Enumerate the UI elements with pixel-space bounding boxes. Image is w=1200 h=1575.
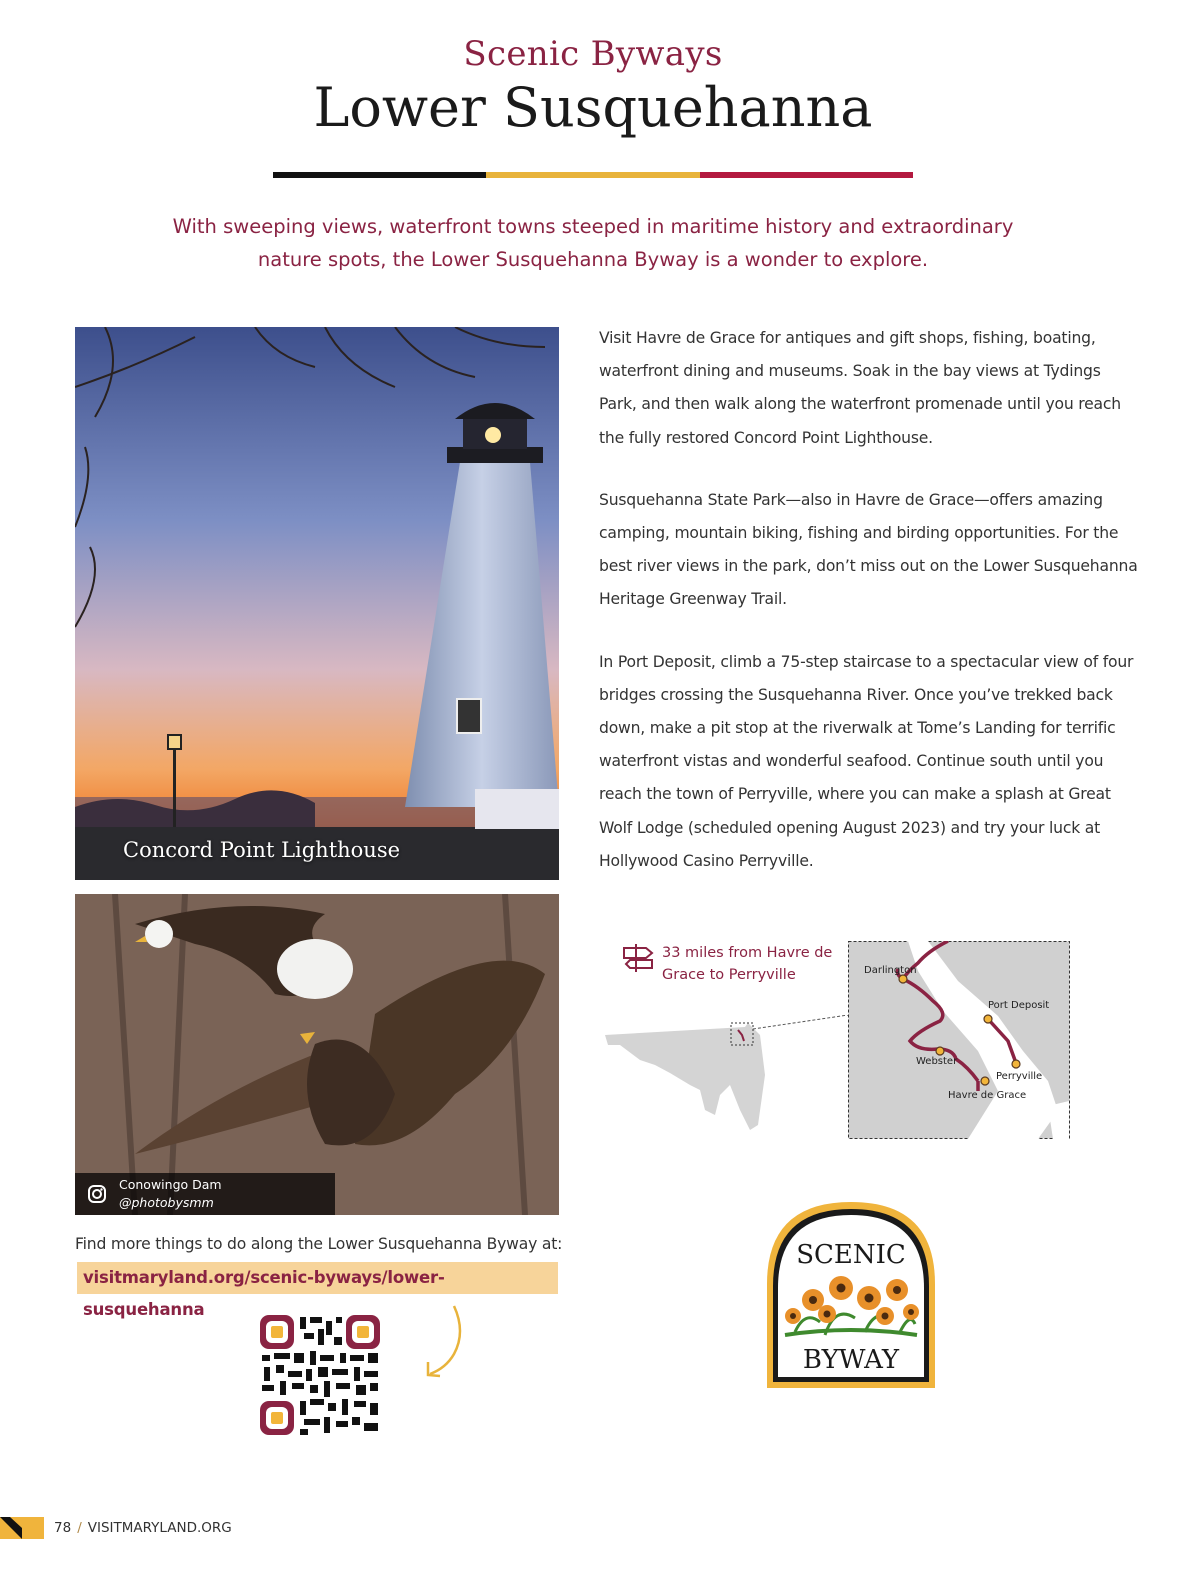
distance-note-text: 33 miles from Havre de Grace to Perryville <box>662 945 833 983</box>
footer-site[interactable]: VISITMARYLAND.ORG <box>87 1520 232 1536</box>
badge-bottom-text: BYWAY <box>802 1345 900 1375</box>
town-label-havre-de-grace: Havre de Grace <box>948 1090 1027 1101</box>
page-number: 78 <box>54 1520 72 1536</box>
town-label-perryville: Perryville <box>996 1071 1043 1082</box>
scenic-byway-badge <box>765 1200 937 1390</box>
body-paragraph-state-park: Susquehanna State Park—also in Havre de Grace—offers amazing camping, mountain biking, fishing and birding opportunities. For the best river views in the park, don’t miss out on the Lower Susquehanna Heritage Greenway Trail. <box>599 490 1138 609</box>
footer-separator: / <box>77 1520 82 1536</box>
town-label-port-deposit: Port Deposit <box>988 1000 1050 1011</box>
distance-note <box>622 942 842 986</box>
maryland-locator-map <box>600 1015 850 1135</box>
rule-segment-gold <box>486 172 699 178</box>
town-label-darlington: Darlington <box>864 965 917 976</box>
cta-text: Find more things to do along the Lower Susquehanna Byway at: <box>75 1235 563 1253</box>
lighthouse-photo <box>75 327 559 880</box>
byway-route-map <box>848 941 1070 1139</box>
page-footer <box>0 1516 232 1540</box>
photo-location: Conowingo Dam <box>119 1177 222 1192</box>
eagle-photo <box>75 894 559 1215</box>
signpost-icon <box>622 942 656 974</box>
photo-handle: @photobysmm <box>119 1195 214 1210</box>
rule-segment-black <box>273 172 486 178</box>
badge-top-text: SCENIC <box>796 1240 906 1270</box>
body-column <box>599 322 1139 907</box>
section-kicker: Scenic Byways <box>463 34 723 74</box>
qr-code[interactable] <box>258 1313 382 1437</box>
instagram-icon <box>75 1173 119 1215</box>
body-paragraph-havre-de-grace: Visit Havre de Grace for antiques and gift shops, fishing, boating, waterfront dining and museums. Soak in the bay views at Tydings Park, and then walk along the waterfront promenade until you reach the fully restored Concord Point Lighthouse. <box>599 329 1121 447</box>
lighthouse-caption: Concord Point Lighthouse <box>123 838 401 862</box>
arrow-icon <box>420 1302 468 1380</box>
maryland-flag-icon <box>0 1517 44 1539</box>
intro-text: With sweeping views, waterfront towns steeped in maritime history and extraordinary nature spots, the Lower Susquehanna Byway is a wonder to explore. <box>172 215 1014 271</box>
tricolor-rule <box>273 172 913 178</box>
town-label-webster: Webster <box>916 1056 958 1067</box>
page-title: Lower Susquehanna <box>313 76 873 139</box>
byway-url-link[interactable]: visitmaryland.org/scenic-byways/lower-susquehanna <box>77 1262 558 1294</box>
photo-credit-bar <box>75 1173 335 1215</box>
rule-segment-red <box>700 172 913 178</box>
body-paragraph-port-deposit: In Port Deposit, climb a 75-step staircase to a spectacular view of four bridges crossing the Susquehanna River. Once you’ve trekked back down, make a pit stop at the riverwalk at Tome’s Landing for terrific waterfront vistas and wonderful seafood. Continue south until you reach the town of Perryville, where you can make a splash at Great Wolf Lodge (scheduled opening August 2023) and try your luck at Hollywood Casino Perryville. <box>599 652 1134 870</box>
